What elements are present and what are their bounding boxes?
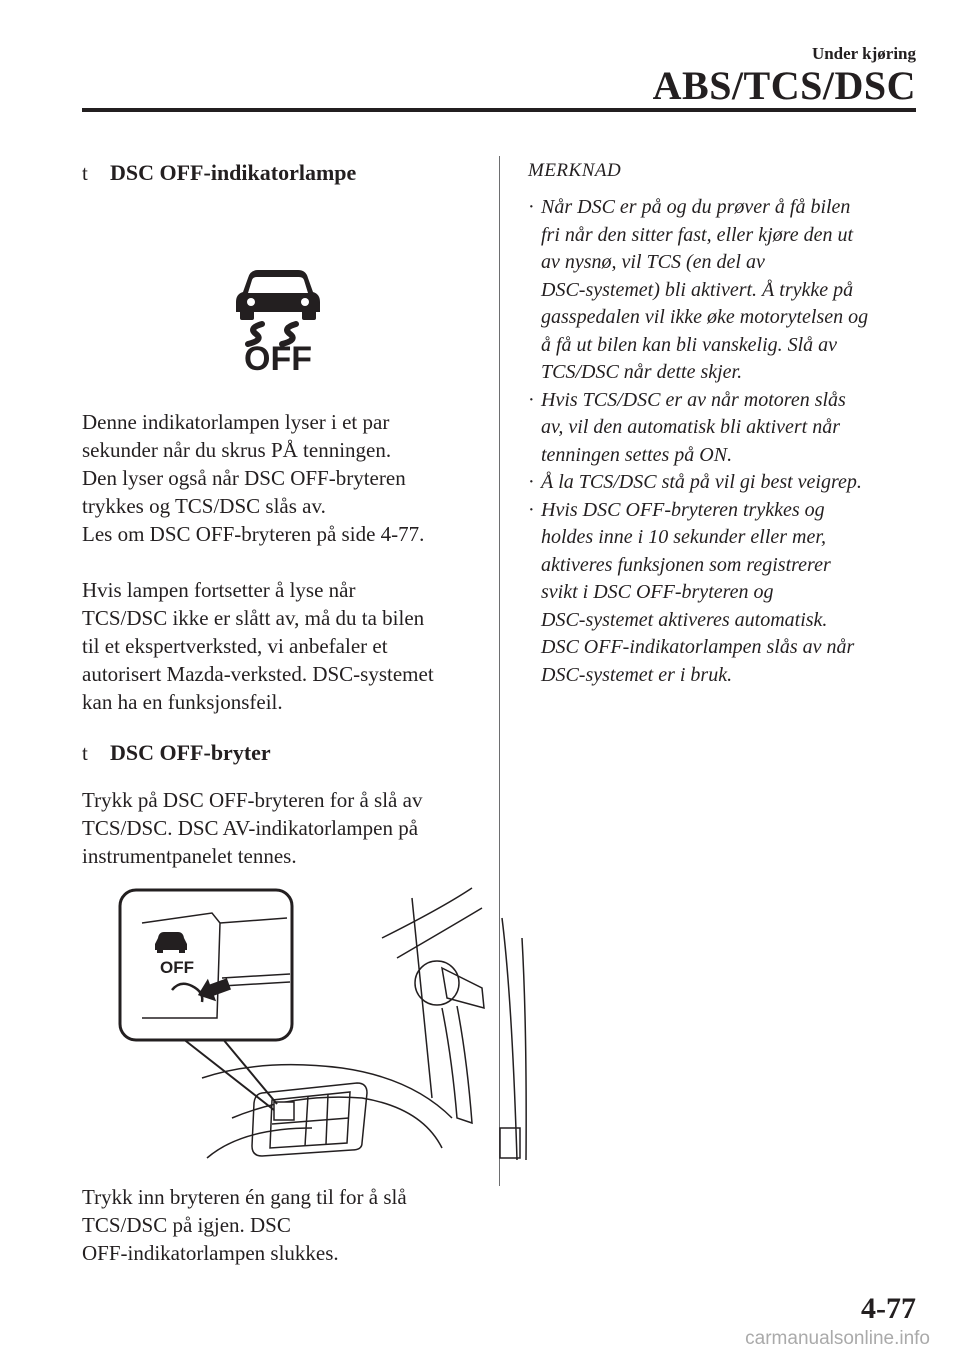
bullet: · — [528, 196, 535, 218]
note-item: · Hvis TCS/DSC er av når motoren slås av, vil den automatisk bli aktivert når tenningen settes på ON. — [528, 387, 920, 470]
heading-text: DSC OFF-indikatorlampe — [110, 160, 357, 185]
watermark: carmanualsonline.info — [745, 1328, 930, 1349]
note-item: · Hvis DSC OFF-bryteren trykkes og holdes inne i 10 sekunder eller mer, aktiveres funksjonen som registrerer svikt i DSC OFF-bryteren og DSC-systemet aktiveres automatisk. DSC OFF-indikatorlampen slås av når DSC-systemet er i bruk. — [528, 497, 920, 690]
heading-off-switch — [82, 740, 474, 766]
right-column — [528, 160, 920, 689]
note-title: MERKNAD — [528, 160, 622, 181]
heading-marker: t — [82, 741, 88, 765]
header-section: Under kjøring — [811, 44, 916, 63]
header-rule — [82, 108, 916, 112]
heading-indicator-lamp — [82, 160, 474, 186]
dsc-off-icon-label: OFF — [244, 340, 312, 374]
bullet: · — [528, 388, 535, 411]
switch-paragraph-2: Trykk inn bryteren én gang til for å slå TCS/DSC på igjen. DSC OFF-indikatorlampen slukkes. — [82, 1185, 407, 1265]
indicator-paragraph-1: Denne indikatorlampen lyser i et par sekunder når du skrus PÅ tenningen. Den lyser også når DSC OFF-bryteren trykkes og TCS/DSC slås av. Les om DSC OFF-bryteren på side 4-77. — [82, 410, 425, 546]
note-item: · Når DSC er på og du prøver å få bilen fri når den sitter fast, eller kjøre den ut av nysnø, vil TCS (en del av DSC-systemet) bli aktivert. Å trykke på gasspedalen vil ikke øke motorytelsen og å få ut bilen kan bli vanskelig. Slå av TCS/DSC når dette skjer. — [528, 194, 920, 387]
bullet: · — [528, 498, 535, 521]
switch-off-label: OFF — [160, 958, 194, 977]
bullet: · — [528, 471, 535, 493]
note-item: · Å la TCS/DSC stå på vil gi best veigrep. — [528, 469, 920, 497]
indicator-paragraph-2: Hvis lampen fortsetter å lyse når TCS/DSC ikke er slått av, må du ta bilen til et ekspertverksted, vi anbefaler et autorisert Mazda-verksted. DSC-systemet kan ha en funksjonsfeil. — [82, 578, 434, 714]
heading-marker: t — [82, 161, 88, 185]
left-column — [82, 160, 474, 1267]
dsc-off-indicator — [82, 262, 474, 374]
heading-text: DSC OFF-bryter — [110, 740, 271, 765]
switch-paragraph-1: Trykk på DSC OFF-bryteren for å slå av TCS/DSC. DSC AV-indikatorlampen på instrumentpanelet tennes. — [82, 788, 423, 868]
dsc-off-icon — [218, 262, 338, 374]
header-title: ABS/TCS/DSC — [652, 63, 916, 108]
page-number: 4-77 — [861, 1292, 916, 1325]
dsc-off-switch-illustration — [112, 878, 527, 1160]
